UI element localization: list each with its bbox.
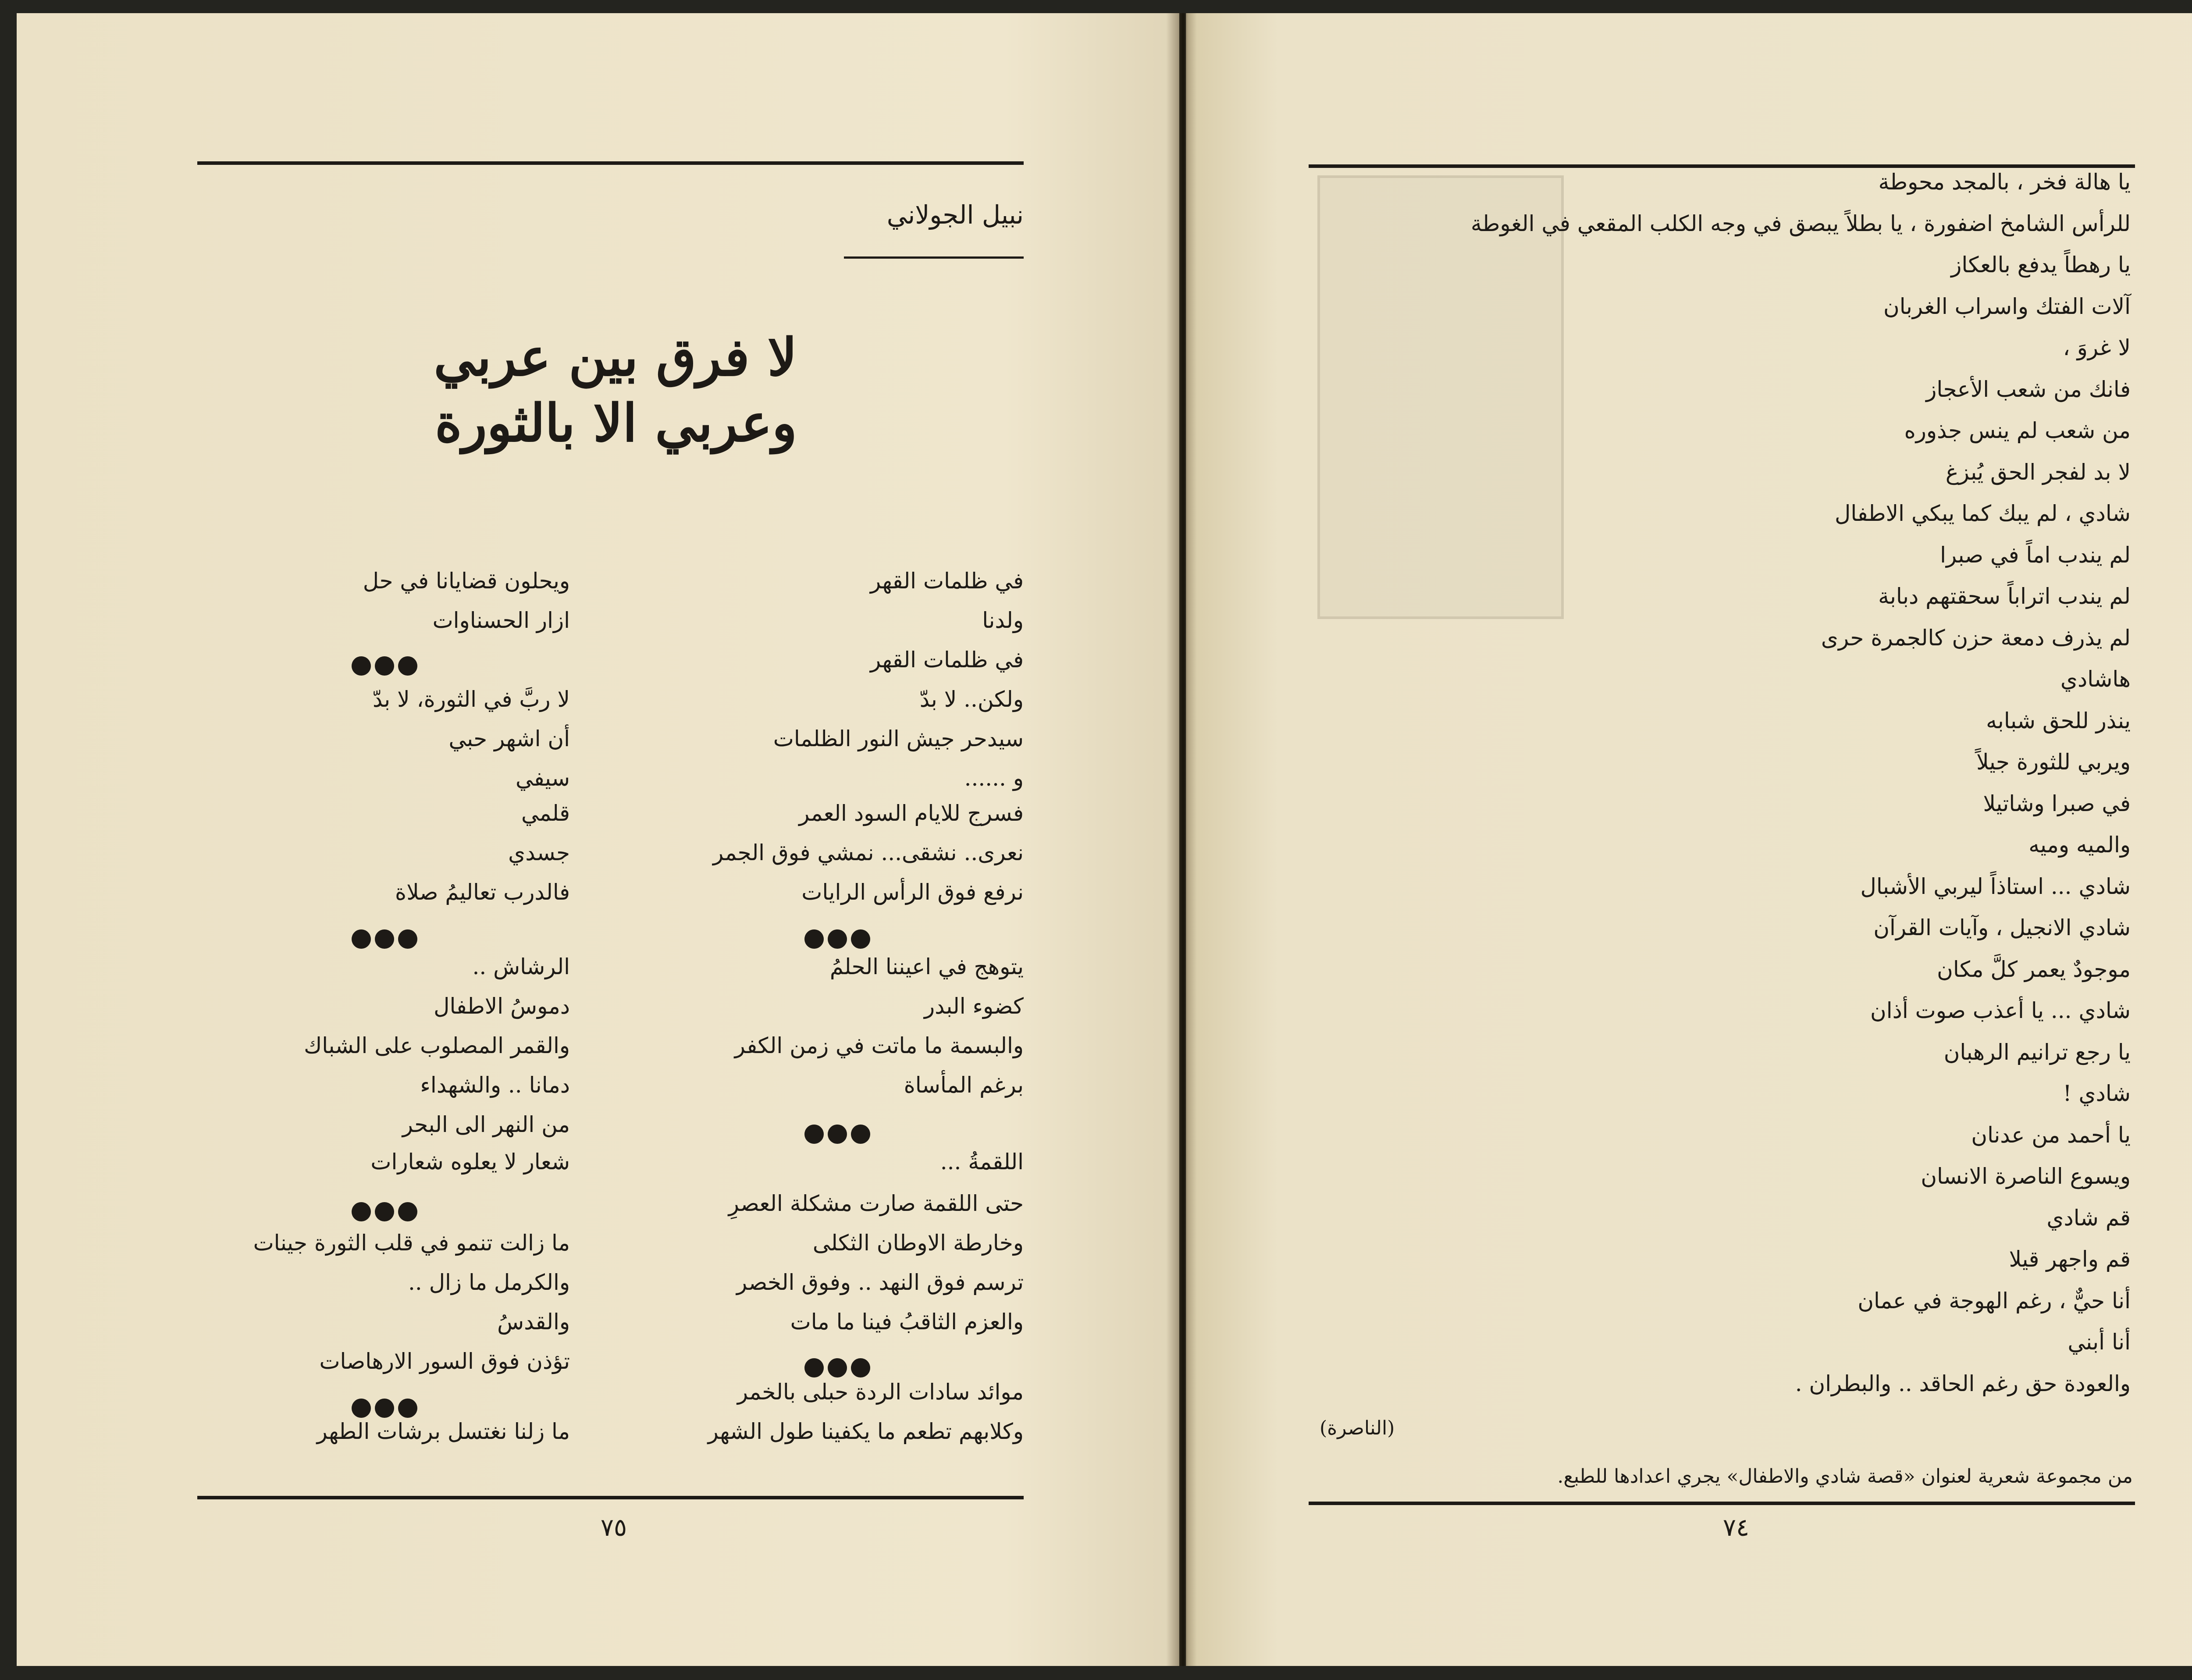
dot-icon — [398, 656, 417, 676]
poem-line: والبسمة ما ماتت في زمن الكفر — [734, 1033, 1024, 1058]
poem-line: لا غروَ ، — [2063, 335, 2131, 360]
poem-line: أنا حيٌّ ، رغم الهوجة في عمان — [1858, 1288, 2131, 1313]
poem-line: موائد سادات الردة حبلى بالخمر — [737, 1379, 1024, 1405]
poem-line: فالدرب تعاليمُ صلاة — [395, 879, 570, 905]
poem-line: وخارطة الاوطان الثكلى — [812, 1230, 1024, 1256]
dot-icon — [851, 929, 870, 949]
poem-line: فسرج للايام السود العمر — [799, 801, 1024, 826]
poem-line: لا ربَّ في الثورة، لا بدّ — [373, 687, 570, 712]
poem-line: لا بد لفجر الحق يُبزغ — [1945, 459, 2131, 485]
poem-line: هاشادي — [2060, 666, 2131, 692]
show-through-photo — [1317, 175, 1564, 619]
poem-line: شادي ، لم يبك كما يبكي الاطفال — [1835, 501, 2131, 526]
dot-icon — [804, 929, 824, 949]
poem-line: سيفي — [516, 765, 570, 791]
poem-line: الرشاش .. — [472, 954, 570, 979]
poem-line: قم واجهر قيلا — [2009, 1246, 2131, 1272]
stanza-separator-dots — [352, 1202, 417, 1221]
dot-icon — [804, 1358, 824, 1377]
dot-icon — [375, 929, 394, 949]
dot-icon — [828, 1358, 847, 1377]
poem-line: قلمي — [521, 801, 570, 826]
poem-line: ما زالت تنمو في قلب الثورة جينات — [253, 1230, 570, 1256]
poem-line: في ظلمات القهر — [870, 647, 1024, 673]
dot-icon — [375, 1399, 394, 1418]
poem-line: ولدنا — [982, 608, 1024, 633]
right-bottom-rule — [1309, 1502, 2135, 1505]
poem-line: من شعب لم ينس جذوره — [1904, 418, 2131, 443]
poem-line: في صبرا وشاتيلا — [1983, 791, 2131, 816]
poem-line: أنا أبني — [2067, 1329, 2131, 1355]
book-gutter — [1166, 13, 1197, 1666]
poem-line: والعودة حق رغم الحاقد .. والبطران . — [1795, 1371, 2131, 1396]
stanza-separator-dots — [352, 1399, 417, 1418]
left-page-number: ٧٥ — [600, 1513, 627, 1542]
poem-line: يتوهج في اعيننا الحلمُ — [829, 954, 1024, 979]
poem-line: سيدحر جيش النور الظلمات — [773, 726, 1024, 751]
poem-title-line-1: لا فرق بين عربي — [434, 327, 797, 388]
poem-line: والعزم الثاقبُ فينا ما مات — [790, 1309, 1024, 1335]
poem-line: لم يندب اتراباً سحقتهم دبابة — [1878, 584, 2131, 609]
poem-line: ويحلون قضايانا في حل — [363, 568, 570, 594]
poem-line: كضوء البدر — [924, 993, 1024, 1019]
poem-line: لم يذرف دمعة حزن كالجمرة حرى — [1821, 625, 2131, 651]
dot-icon — [851, 1358, 870, 1377]
dot-icon — [398, 1399, 417, 1418]
poem-line: جسدي — [508, 840, 570, 865]
author-name: نبيل الجولاني — [886, 200, 1024, 230]
poem-line: دموسُ الاطفال — [434, 993, 570, 1019]
stanza-separator-dots — [352, 656, 417, 676]
poem-line: دمانا .. والشهداء — [420, 1072, 570, 1098]
poem-line: موجودٌ يعمر كلَّ مكان — [1937, 957, 2131, 982]
poet-place: (الناصرة) — [1320, 1417, 1395, 1439]
poem-line: ويربي للثورة جيلاً — [1976, 749, 2131, 775]
poem-line: والقدسُ — [497, 1309, 570, 1335]
footnote: من مجموعة شعرية لعنوان «قصة شادي والاطفال» يجري اعدادها للطبع. — [1557, 1465, 2133, 1488]
left-top-rule — [197, 161, 1024, 165]
left-bottom-rule — [197, 1496, 1024, 1499]
dot-icon — [398, 1202, 417, 1221]
poem-line: شادي الانجيل ، وآيات القرآن — [1873, 915, 2131, 940]
poem-line: أن اشهر حبي — [448, 726, 570, 751]
poem-title-line-2: وعربي الا بالثورة — [434, 392, 797, 453]
dot-icon — [804, 1125, 824, 1144]
poem-line: ينذر للحق شبابه — [1986, 708, 2131, 733]
poem-line: يا رهطاً يدفع بالعكاز — [1951, 252, 2131, 278]
poem-line: يا أحمد من عدنان — [1971, 1122, 2131, 1148]
dot-icon — [398, 929, 417, 949]
poem-line: من النهر الى البحر — [402, 1112, 570, 1137]
author-underline — [844, 256, 1024, 259]
poem-line: ويسوع الناصرة الانسان — [1921, 1164, 2131, 1189]
dot-icon — [375, 1202, 394, 1221]
poem-line: نعرى.. نشقى... نمشي فوق الجمر — [713, 840, 1024, 865]
poem-line: و ...... — [964, 765, 1024, 791]
dot-icon — [851, 1125, 870, 1144]
poem-line: آلات الفتك واسراب الغربان — [1883, 294, 2131, 319]
poem-line: شادي ... يا أعذب صوت أذان — [1870, 998, 2131, 1023]
poem-line: والقمر المصلوب على الشباك — [304, 1033, 570, 1058]
poem-line: ولكن.. لا بدّ — [919, 687, 1024, 712]
poem-line: ازار الحسناوات — [432, 608, 570, 633]
poem-line: شادي ... استاذاً ليربي الأشبال — [1860, 874, 2131, 899]
poem-line: يا هالة فخر ، بالمجد محوطة — [1878, 169, 2131, 195]
poem-line: وكلابهم تطعم ما يكفينا طول الشهر — [708, 1419, 1024, 1444]
poem-line: شادي ! — [2063, 1081, 2131, 1106]
poem-line: فانك من شعب الأعجاز — [1926, 377, 2131, 402]
dot-icon — [352, 1399, 371, 1418]
poem-line: اللقمةُ ... — [940, 1149, 1024, 1175]
poem-line: ترسم فوق النهد .. وفوق الخصر — [737, 1270, 1024, 1295]
poem-line: حتى اللقمة صارت مشكلة العصرِ — [728, 1191, 1024, 1216]
dot-icon — [828, 1125, 847, 1144]
poem-line: للرأس الشامخ اضفورة ، يا بطلاً يبصق في وجه الكلب المقعي في الغوطة — [1470, 211, 2131, 236]
dot-icon — [352, 929, 371, 949]
right-page-number: ٧٤ — [1722, 1513, 1750, 1542]
poem-line: لم يندب اماً في صبرا — [1940, 542, 2131, 568]
dot-icon — [352, 1202, 371, 1221]
poem-line: والميه وميه — [2028, 832, 2131, 858]
dot-icon — [375, 656, 394, 676]
poem-line: تؤذن فوق السور الارهاصات — [319, 1349, 570, 1374]
stanza-separator-dots — [804, 1358, 870, 1377]
poem-line: نرفع فوق الرأس الرايات — [801, 879, 1024, 905]
dot-icon — [828, 929, 847, 949]
poem-line: شعار لا يعلوه شعارات — [370, 1149, 570, 1175]
poem-line: ما زلنا نغتسل برشات الطهر — [317, 1419, 570, 1444]
poem-line: برغم المأساة — [904, 1072, 1024, 1098]
stanza-separator-dots — [804, 929, 870, 949]
stanza-separator-dots — [804, 1125, 870, 1144]
poem-line: والكرمل ما زال .. — [408, 1270, 570, 1295]
poem-line: يا رجع ترانيم الرهبان — [1943, 1039, 2131, 1065]
stanza-separator-dots — [352, 929, 417, 949]
poem-line: قم شادي — [2046, 1205, 2131, 1231]
right-top-rule — [1309, 164, 2135, 168]
poem-line: في ظلمات القهر — [870, 568, 1024, 594]
dot-icon — [352, 656, 371, 676]
